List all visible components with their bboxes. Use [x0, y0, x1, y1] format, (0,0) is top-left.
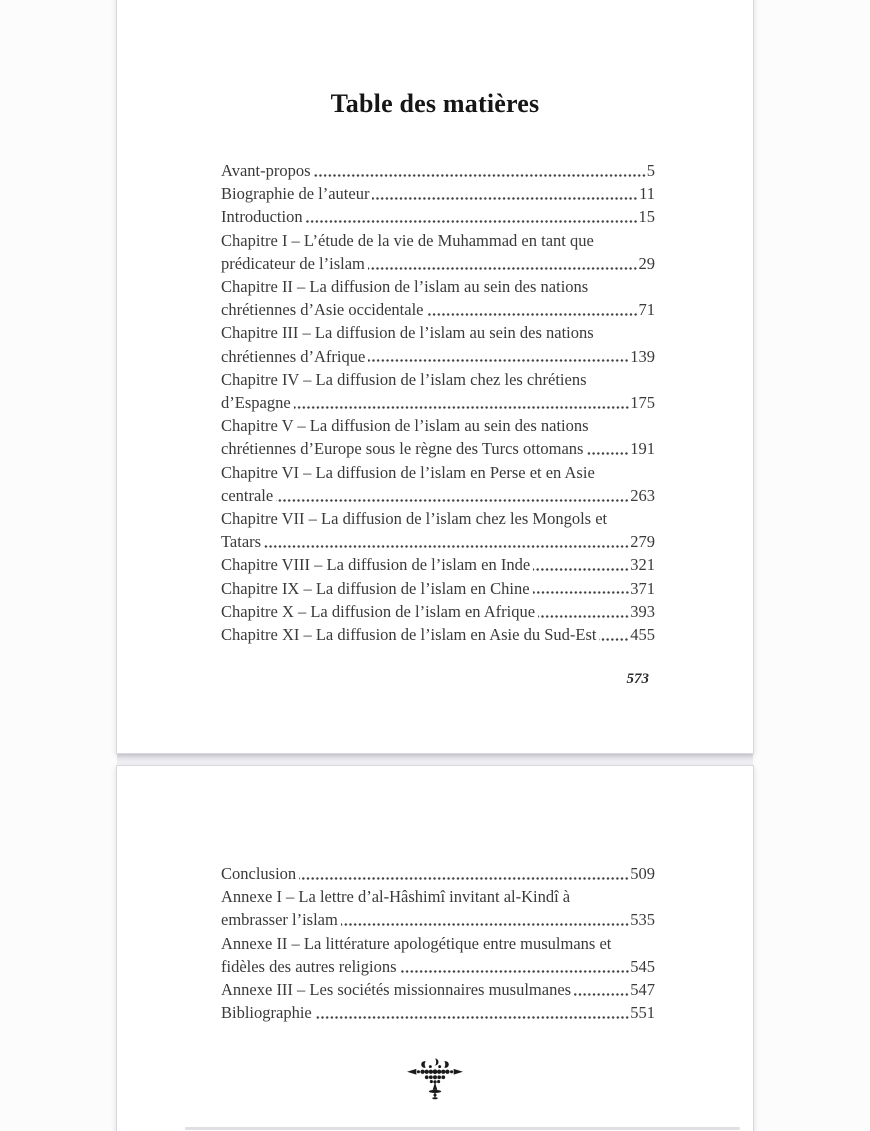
- toc-entry-last-line: [221, 553, 655, 576]
- toc-entry-last-line: [221, 978, 655, 1001]
- toc-entry: [221, 321, 655, 367]
- toc-entry-page: 551: [630, 1003, 655, 1023]
- dot-leader: [315, 1015, 630, 1020]
- toc-entry-last-line: [221, 577, 655, 600]
- toc-entry-page: 545: [630, 956, 655, 976]
- toc-entry-last-line: [221, 391, 655, 414]
- toc-entry-line: Annexe II – La littérature apologétique entre musulmans et: [221, 933, 612, 953]
- page-title: Table des matières: [330, 89, 540, 118]
- toc-entry: [221, 507, 655, 553]
- toc-list-page2: [221, 862, 655, 1024]
- toc-entry-page: 139: [630, 346, 655, 366]
- dot-leader: [538, 614, 629, 619]
- toc-entry-label: Tatars: [221, 532, 262, 552]
- dot-leader: [533, 590, 630, 595]
- toc-entry-last-line: [221, 345, 655, 368]
- toc-entry-label: Biographie de l’auteur: [221, 184, 370, 204]
- dot-leader: [533, 567, 629, 572]
- toc-entry-label: Chapitre IX – La diffusion de l’islam en Chine: [221, 578, 530, 598]
- toc-entry-last-line: [221, 205, 655, 228]
- toc-entry: [221, 414, 655, 460]
- toc-entry-line: Chapitre VII – La diffusion de l’islam chez les Mongols et: [221, 509, 608, 529]
- toc-entry: [221, 978, 655, 1001]
- dot-leader: [586, 451, 629, 456]
- toc-entry-page: 279: [630, 532, 655, 552]
- toc-entry-page: 263: [630, 485, 655, 505]
- book-page-2: [116, 765, 754, 1131]
- toc-entry-label: chrétiennes d’Asie occidentale: [221, 300, 424, 320]
- toc-entry-line: Chapitre I – L’étude de la vie de Muhammad en tant que: [221, 230, 594, 250]
- toc-entry-label: Chapitre VIII – La diffusion de l’islam en Inde: [221, 555, 531, 575]
- toc-entry: [221, 623, 655, 646]
- dot-leader: [264, 544, 629, 549]
- toc-entry-line: Chapitre III – La diffusion de l’islam au sein des nations: [221, 323, 594, 343]
- toc-entry: [221, 205, 655, 228]
- toc-entry-last-line: [221, 484, 655, 507]
- toc-entry: [221, 229, 655, 275]
- toc-entry-page: 5: [646, 161, 655, 180]
- toc-entry-page: 191: [630, 439, 655, 459]
- dot-leader: [599, 637, 629, 642]
- dot-leader: [368, 266, 638, 271]
- dot-leader: [368, 358, 629, 363]
- dot-leader: [314, 173, 646, 178]
- toc-entry-last-line: [221, 252, 655, 275]
- toc-entry: [221, 461, 655, 507]
- toc-entry-last-line: [221, 955, 655, 978]
- toc-entry-last-line: [221, 298, 655, 321]
- toc-entry-last-line: [221, 908, 655, 931]
- toc-entry: [221, 275, 655, 321]
- toc-entry-line: Chapitre VI – La diffusion de l’islam en Perse et en Asie: [221, 462, 595, 482]
- toc-entry: [221, 600, 655, 623]
- dot-leader: [294, 405, 630, 410]
- toc-entry-last-line: [221, 159, 655, 182]
- toc-entry-page: 509: [630, 864, 655, 883]
- book-page-1: [116, 0, 754, 754]
- toc-entry-last-line: [221, 530, 655, 553]
- toc-entry-page: 321: [630, 555, 655, 575]
- toc-entry-label: Introduction: [221, 207, 303, 227]
- toc-entry-label: Avant-propos: [221, 161, 311, 180]
- toc-entry-last-line: [221, 1001, 655, 1024]
- toc-entry-line: Chapitre V – La diffusion de l’islam au sein des nations: [221, 416, 589, 436]
- toc-entry-label: Chapitre X – La diffusion de l’islam en Afrique: [221, 601, 536, 621]
- dot-leader: [427, 312, 638, 317]
- toc-entry-label: chrétiennes d’Europe sous le règne des Turcs ottomans: [221, 439, 584, 459]
- toc-list-page1: [221, 159, 655, 646]
- toc-entry-label: fidèles des autres religions: [221, 956, 397, 976]
- toc-entry: [221, 862, 655, 885]
- toc-entry-page: 175: [630, 393, 655, 413]
- toc-entry: [221, 182, 655, 205]
- toc-entry-page: 547: [630, 980, 655, 1000]
- toc-entry: [221, 885, 655, 931]
- toc-entry-page: 29: [638, 253, 655, 273]
- toc-entry: [221, 932, 655, 978]
- toc-entry: [221, 553, 655, 576]
- dot-leader: [276, 498, 629, 503]
- toc-entry-line: Annexe I – La lettre d’al-Hâshimî invitant al-Kindî à: [221, 887, 571, 907]
- toc-entry-label: Annexe III – Les sociétés missionnaires musulmanes: [221, 980, 572, 1000]
- dot-leader: [372, 196, 638, 201]
- toc-entry-label: embrasser l’islam: [221, 910, 338, 930]
- toc-entry-label: d’Espagne: [221, 393, 291, 413]
- toc-entry-last-line: [221, 600, 655, 623]
- toc-entry: [221, 577, 655, 600]
- toc-entry-page: 371: [630, 578, 655, 598]
- toc-entry-last-line: [221, 182, 655, 205]
- toc-entry-page: 393: [630, 601, 655, 621]
- toc-entry-last-line: [221, 437, 655, 460]
- dot-leader: [299, 876, 629, 881]
- toc-entry-page: 71: [638, 300, 655, 320]
- dot-leader: [574, 992, 629, 997]
- toc-entry-page: 11: [639, 184, 655, 204]
- dot-leader: [341, 922, 629, 927]
- toc-entry-line: Chapitre II – La diffusion de l’islam au sein des nations: [221, 277, 589, 297]
- toc-entry-label: Bibliographie: [221, 1003, 312, 1023]
- dot-leader: [400, 969, 630, 974]
- toc-entry: [221, 368, 655, 414]
- dot-leader: [306, 219, 638, 224]
- toc-entry-label: Chapitre XI – La diffusion de l’islam en Asie du Sud-Est: [221, 625, 597, 645]
- toc-entry-label: Conclusion: [221, 864, 297, 883]
- toc-entry-last-line: [221, 862, 655, 885]
- next-page-edge-shadow: [185, 1127, 740, 1130]
- toc-entry-page: 15: [638, 207, 655, 227]
- toc-entry-line: Chapitre IV – La diffusion de l’islam chez les chrétiens: [221, 369, 587, 389]
- folio-page-number: 573: [626, 671, 649, 687]
- toc-entry: [221, 159, 655, 182]
- toc-entry-last-line: [221, 623, 655, 646]
- toc-entry-label: prédicateur de l’islam: [221, 253, 365, 273]
- toc-entry-page: 455: [630, 625, 655, 645]
- fleuron-ornament: [406, 1058, 464, 1100]
- toc-entry: [221, 1001, 655, 1024]
- toc-entry-page: 535: [630, 910, 655, 930]
- toc-entry-label: chrétiennes d’Afrique: [221, 346, 366, 366]
- toc-entry-label: centrale: [221, 485, 274, 505]
- ornament-container: [117, 1058, 753, 1105]
